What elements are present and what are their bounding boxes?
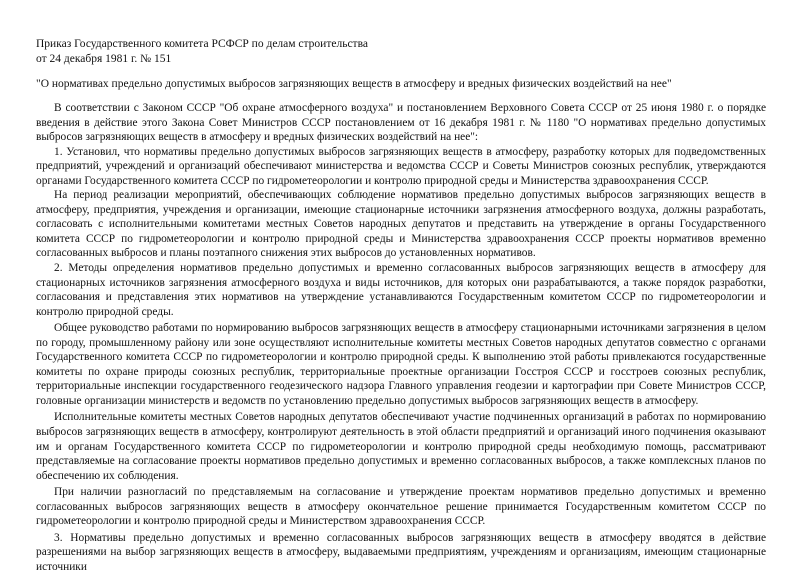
document-body (36, 101, 766, 571)
document-title: "О нормативах предельно допустимых выбросов загрязняющих веществ в атмосферу и вредных физических воздействий на нее" (36, 78, 672, 90)
header-line-1: Приказ Государственного комитета РСФСР по делам строительства (36, 38, 368, 50)
header-line-2: от 24 декабря 1981 г. № 151 (36, 53, 172, 65)
paragraph-3: 3. Нормативы предельно допустимых и временно согласованных выбросов загрязняющих веществ в атмосферу вводятся в действие разрешениями на выбор загрязняющих веществ в атмосферу, выдаваемыми предприятиям, учреждениям и организациям, имеющим стационарные источники (36, 531, 766, 571)
paragraph-2-general-guidance: Общее руководство работами по нормированию выбросов загрязняющих веществ в атмосферу стационарными источниками загрязнения в целом по городу, промышленному району или зоне осуществляют исполнительные комитеты местных Советов народных депутатов совместно с органами Государственного комитета СССР по гидрометеорологии и контролю природной среды. К выполнению этой работы привлекаются государственные комитеты по охране природы союзных республик, территориальные проектные организации Госстроя СССР и госстроев союзных республик, территориальные инспекции государственного геодезического надзора Главного управления геодезии и картографии при Совете Министров СССР, головные организации министерств и ведомств по установлению предельно допустимых выбросов загрязняющих веществ в атмосферу. (36, 322, 766, 407)
paragraph-preamble: В соответствии с Законом СССР "Об охране атмосферного воздуха" и постановлением Верховного Совета СССР от 25 июня 1980 г. о порядке введения в действие этого Закона Совет Министров СССР постановлением от 16 декабря 1981 г. № 1180 "О нормативах предельно допустимых выбросов загрязняющих веществ в атмосферу и вредных физических воздействий на нее": (36, 102, 766, 144)
paragraph-1: 1. Установил, что нормативы предельно допустимых выбросов загрязняющих веществ в атмосферу, разработку которых для подведомственных предприятий, учреждений и организаций обеспечивают министерства и ведомства СССР и Советы Министров союзных республик, утверждаются органами Государственного комитета СССР по гидрометеорологии и контролю природной среды и Министерства здравоохранения СССР. (36, 145, 766, 187)
document-header (36, 37, 368, 67)
paragraph-2-disagreements: При наличии разногласий по представляемым на согласование и утверждение проектам нормативов предельно допустимых и временно согласованных выбросов загрязняющих веществ в атмосферу окончательное решение принимается Государственным комитетом СССР по гидрометеорологии и контролю природной среды и Министерством здравоохранения СССР. (36, 486, 766, 528)
paragraph-1-continued: На период реализации мероприятий, обеспечивающих соблюдение нормативов предельно допустимых выбросов загрязняющих веществ в атмосферу, предприятия, учреждения и организации, имеющие стационарные источники загрязнения атмосферного воздуха, должны разработать, согласовать с исполнительными комитетами местных Советов народных депутатов и представить на утверждение в органы Государственного комитета СССР по гидрометеорологии и контролю природной среды и Министерства здравоохранения СССР проекты нормативов временно согласованных выбросов и планы поэтапного снижения этих выбросов до установленных нормативов. (36, 189, 766, 260)
paragraph-2: 2. Методы определения нормативов предельно допустимых и временно согласованных выбросов загрязняющих веществ в атмосферу для стационарных источников загрязнения атмосферного воздуха и виды источников, для которых они разрабатываются, а также порядок разработки, согласования и представления этих нормативов на утверждение устанавливаются Государственным комитетом СССР по гидрометеорологии и контролю природной среды. (36, 262, 766, 318)
paragraph-2-executive-committees: Исполнительные комитеты местных Советов народных депутатов обеспечивают участие подчиненных организаций в работах по нормированию выбросов загрязняющих веществ в атмосферу, контролируют деятельность в этой области предприятий и организаций иного подчинения оказывают им и органам Государственного комитета СССР по гидрометеорологии и контролю природной среды необходимую помощь, рассматривают представляемые на согласование проекты нормативов предельно допустимых и временно согласованных выбросов, а также комплексных планов по обеспечению их соблюдения. (36, 411, 766, 482)
